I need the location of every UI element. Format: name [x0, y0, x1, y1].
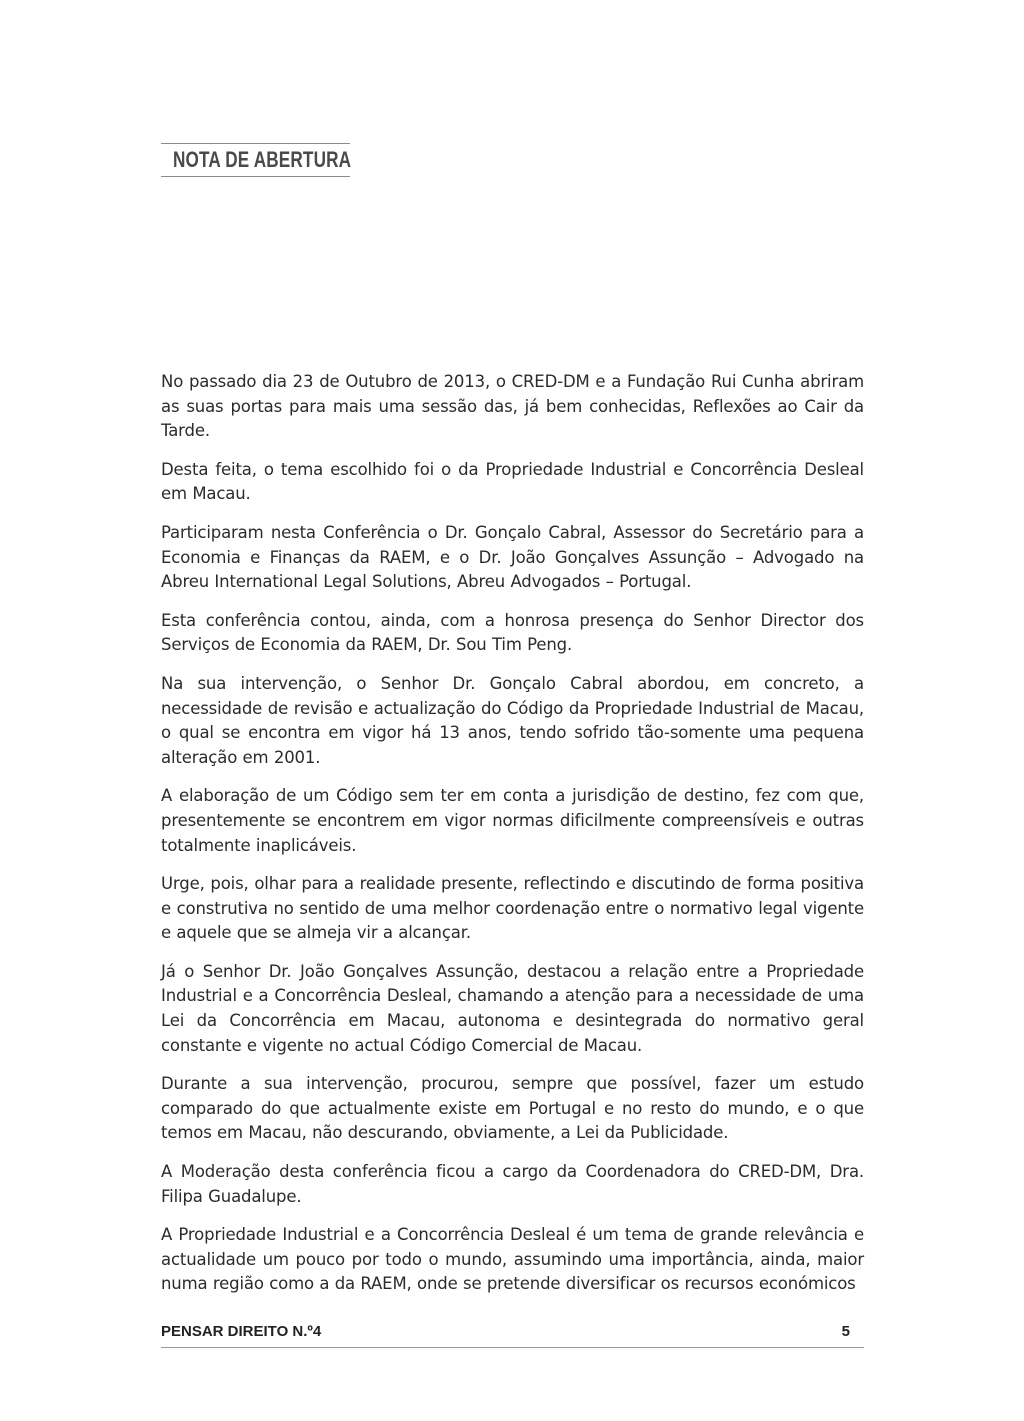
paragraph: Urge, pois, olhar para a realidade presente, reflectindo e discutindo de forma positiva e construtiva no sentido de uma melhor coordenação entre o normativo legal vigente e aquele que se almeja vir a alcançar.	[161, 874, 864, 943]
paragraph: No passado dia 23 de Outubro de 2013, o CRED-DM e a Fundação Rui Cunha abriram as suas portas para mais uma sessão das, já bem conhecidas, Reflexões ao Cair da Tarde.	[161, 372, 864, 441]
section-header	[161, 143, 350, 177]
page-number: 5	[841, 1323, 850, 1340]
paragraph: A elaboração de um Código sem ter em conta a jurisdição de destino, fez com que, presentemente se encontrem em vigor normas dificilmente compreensíveis e outras totalmente inaplicáveis.	[161, 786, 864, 855]
paragraph: A Moderação desta conferência ficou a cargo da Coordenadora do CRED-DM, Dra. Filipa Guadalupe.	[161, 1162, 864, 1206]
paragraph: Participaram nesta Conferência o Dr. Gonçalo Cabral, Assessor do Secretário para a Economia e Finanças da RAEM, e o Dr. João Gonçalves Assunção – Advogado na Abreu International Legal Solutions, Abreu Advogados – Portugal.	[161, 522, 864, 592]
journal-name: PENSAR DIREITO N.º4	[161, 1323, 322, 1340]
paragraph: Já o Senhor Dr. João Gonçalves Assunção, destacou a relação entre a Propriedade Industrial e a Concorrência Desleal, chamando a atenção para a necessidade de uma Lei da Concorrência em Macau, autonoma e desintegrada do normativo geral constante e vigente no actual Código Comercial de Macau.	[161, 961, 864, 1055]
paragraph: Na sua intervenção, o Senhor Dr. Gonçalo Cabral abordou, em concreto, a necessidade de revisão e actualização do Código da Propriedade Industrial de Macau, o qual se encontra em vigor há 13 anos, tendo sofrido tão-somente uma pequena alteração em 2001.	[161, 673, 864, 767]
paragraph: Durante a sua intervenção, procurou, sempre que possível, fazer um estudo comparado do que actualmente existe em Portugal e no resto do mundo, e o que temos em Macau, não descurando, obviamente, a Lei da Publicidade.	[161, 1074, 864, 1143]
section-title: NOTA DE ABERTURA	[173, 147, 352, 172]
paragraph: Desta feita, o tema escolhido foi o da Propriedade Industrial e Concorrência Desleal em Macau.	[161, 459, 864, 504]
page-footer	[161, 1321, 864, 1348]
paragraph: Esta conferência contou, ainda, com a honrosa presença do Senhor Director dos Serviços de Economia da RAEM, Dr. Sou Tim Peng.	[161, 610, 864, 655]
article-body	[161, 370, 864, 1311]
paragraph: A Propriedade Industrial e a Concorrência Desleal é um tema de grande relevância e actualidade um pouco por todo o mundo, assumindo uma importância, ainda, maior numa região como a da RAEM, onde se pretende diversificar os recursos económicos	[161, 1225, 864, 1294]
